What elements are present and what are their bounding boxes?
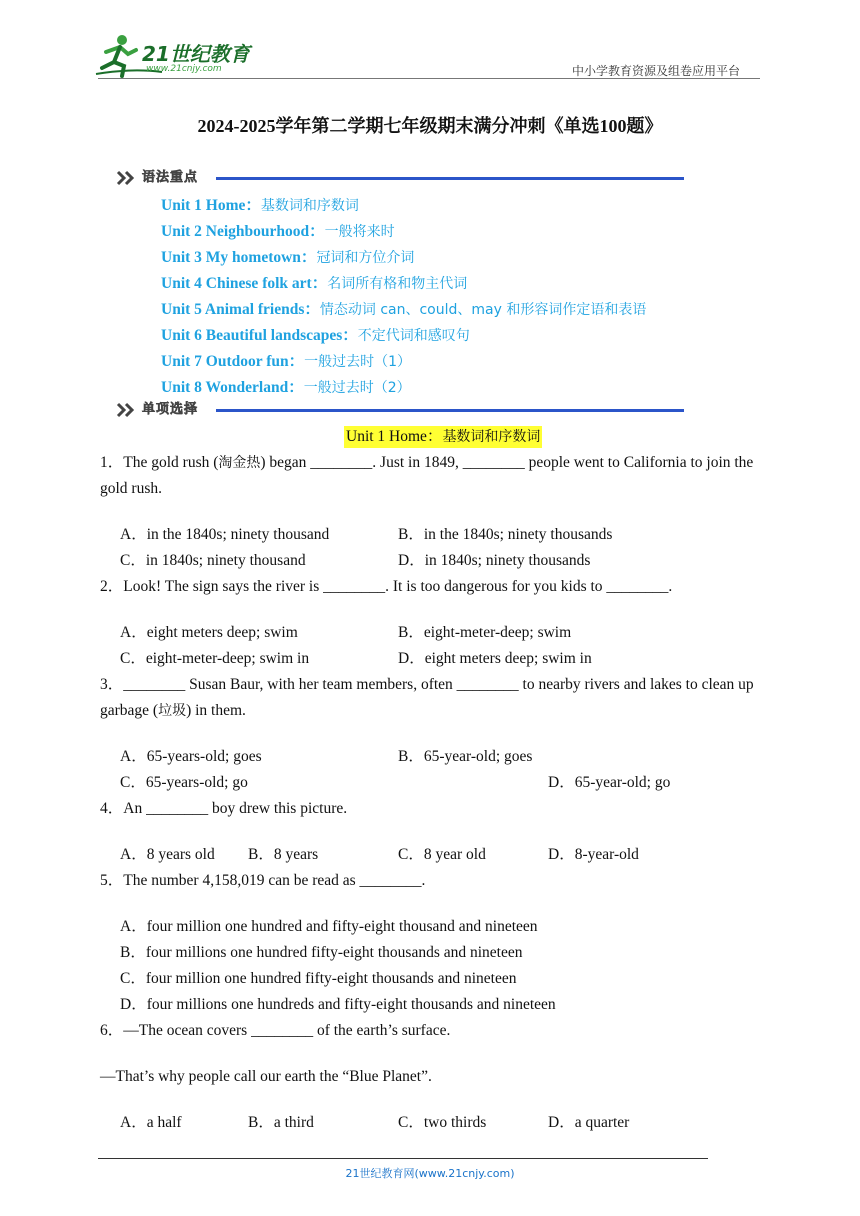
question-2-option-c[interactable]: C．eight-meter-deep; swim in (120, 650, 310, 667)
question-3-option-d[interactable]: D．65-year-old; go (548, 774, 671, 791)
question-6-stem: 6．—The ocean covers ________ of the earth’s surface. (100, 1022, 451, 1039)
page-title: 2024-2025学年第二学期七年级期末满分冲刺《单选100题》 (197, 116, 663, 136)
question-5-option-b[interactable]: B．four millions one hundred fifty-eight thousands and nineteen (120, 944, 523, 961)
brand-logo (92, 30, 272, 82)
question-1-option-b[interactable]: B．in the 1840s; ninety thousands (398, 526, 613, 543)
grammar-unit-6: Unit 6 Beautiful landscapes：不定代词和感叹句 (161, 327, 470, 344)
double-chevron-icon (116, 170, 138, 186)
question-4-option-a[interactable]: A．8 years old (120, 846, 215, 863)
question-4-option-d[interactable]: D．8-year-old (548, 846, 639, 863)
question-2-option-a[interactable]: A．eight meters deep; swim (120, 624, 298, 641)
question-1-option-d[interactable]: D．in 1840s; ninety thousands (398, 552, 591, 569)
choice-banner-label: 单项选择 (142, 402, 199, 417)
header-divider (98, 78, 760, 79)
grammar-unit-5: Unit 5 Animal friends：情态动词 can、could、may 和形容词作定语和表语 (161, 301, 647, 318)
question-5-stem: 5．The number 4,158,019 can be read as ________. (100, 872, 426, 889)
brand-mark: 21世纪教育 (142, 42, 250, 66)
question-4-stem: 4．An ________ boy drew this picture. (100, 800, 348, 817)
footer-divider (98, 1158, 708, 1159)
question-1-option-a[interactable]: A．in the 1840s; ninety thousand (120, 526, 330, 543)
question-4-option-b[interactable]: B．8 years (248, 846, 319, 863)
question-5-option-a[interactable]: A．four million one hundred and fifty-eight thousand and nineteen (120, 918, 538, 935)
question-3-stem: 3．________ Susan Baur, with her team members, often ________ to nearby rivers and lakes to clean up garbage (垃圾) in them. (100, 676, 754, 719)
footer-link[interactable]: 21世纪教育网(www.21cnjy.com) (345, 1167, 515, 1180)
choice-banner (116, 401, 684, 419)
question-2-stem: 2．Look! The sign says the river is ________. It is too dangerous for you kids to ________. (100, 578, 673, 595)
question-4-option-c[interactable]: C．8 year old (398, 846, 486, 863)
question-6-option-a[interactable]: A．a half (120, 1114, 182, 1131)
grammar-unit-1: Unit 1 Home：基数词和序数词 (161, 197, 359, 214)
grammar-unit-3: Unit 3 My hometown：冠词和方位介词 (161, 249, 415, 266)
brand-url: www.21cnjy.com (146, 64, 222, 74)
question-1-option-c[interactable]: C．in 1840s; ninety thousand (120, 552, 306, 569)
section-subheading: Unit 1 Home：基数词和序数词 (344, 426, 542, 448)
question-3-option-b[interactable]: B．65-year-old; goes (398, 748, 533, 765)
question-6-reply: —That’s why people call our earth the “Blue Planet”. (100, 1068, 432, 1085)
grammar-unit-2: Unit 2 Neighbourhood：一般将来时 (161, 223, 395, 240)
question-3-option-c[interactable]: C．65-years-old; go (120, 774, 248, 791)
banner-line (216, 409, 684, 412)
question-3-option-a[interactable]: A．65-years-old; goes (120, 748, 262, 765)
question-5-option-c[interactable]: C．four million one hundred fifty-eight thousands and nineteen (120, 970, 517, 987)
grammar-unit-4: Unit 4 Chinese folk art：名词所有格和物主代词 (161, 275, 468, 292)
question-6-option-d[interactable]: D．a quarter (548, 1114, 630, 1131)
grammar-banner-label: 语法重点 (142, 170, 199, 185)
question-2-option-b[interactable]: B．eight-meter-deep; swim (398, 624, 572, 641)
header-platform-name: 中小学教育资源及组卷应用平台 (572, 64, 741, 78)
question-6-option-b[interactable]: B．a third (248, 1114, 314, 1131)
question-1-stem: 1．The gold rush (淘金热) began ________. Just in 1849, ________ people went to California to join the gold rush. (100, 454, 754, 497)
question-2-option-d[interactable]: D．eight meters deep; swim in (398, 650, 592, 667)
question-6-option-c[interactable]: C．two thirds (398, 1114, 487, 1131)
banner-line (216, 177, 684, 180)
grammar-banner (116, 169, 684, 187)
grammar-unit-8: Unit 8 Wonderland：一般过去时（2） (161, 379, 411, 396)
double-chevron-icon (116, 402, 138, 418)
grammar-unit-7: Unit 7 Outdoor fun：一般过去时（1） (161, 353, 412, 370)
question-5-option-d[interactable]: D．four millions one hundreds and fifty-eight thousands and nineteen (120, 996, 556, 1013)
